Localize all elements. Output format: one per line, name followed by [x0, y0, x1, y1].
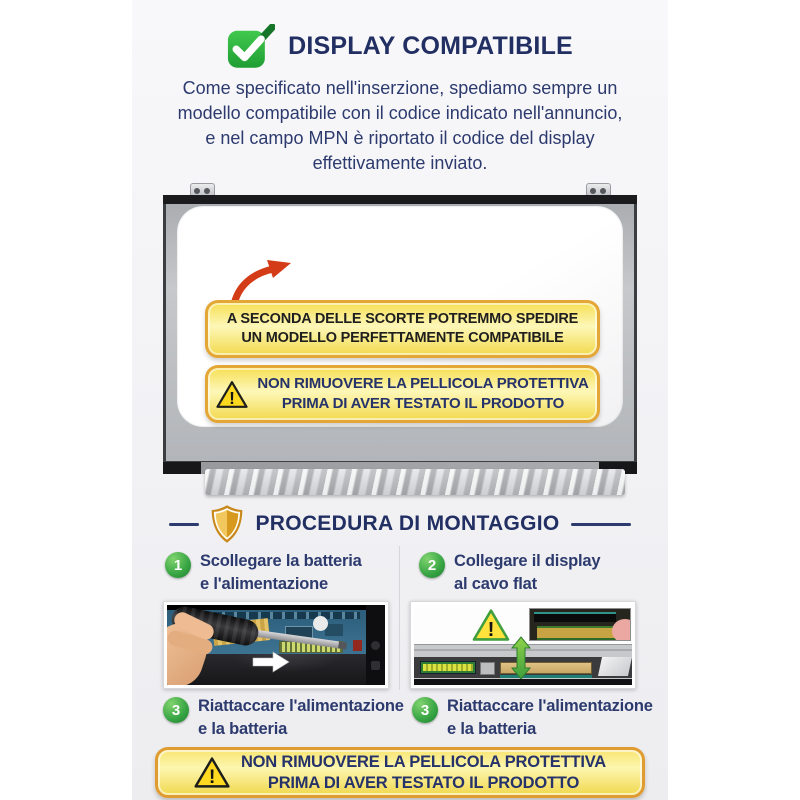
step-1-badge: 1 [165, 552, 191, 578]
step-3-left [163, 695, 404, 741]
panel-top-edge [163, 195, 637, 204]
column-divider [399, 546, 400, 690]
finger [612, 619, 631, 641]
step-1-label: Scollegare la batteria e l'alimentazione [200, 552, 362, 593]
svg-text:!: ! [208, 766, 216, 789]
step-1 [165, 550, 362, 596]
procedure-header [132, 504, 668, 544]
step-3-right-label: Riattaccare l'alimentazione e la batteria [447, 697, 653, 738]
warning-triangle-icon [194, 756, 230, 789]
intro-line: modello compatibile con il codice indicato nell'annuncio, [177, 103, 623, 123]
photo-display-connector [410, 601, 636, 689]
intro-paragraph [132, 76, 668, 176]
film-warning-box [205, 365, 600, 423]
stock-warning-text: A SECONDA DELLE SCORTE POTREMMO SPEDIRE UN MODELLO PERFETTAMENTE COMPATIBILE [226, 311, 579, 346]
footer-warning-box [155, 747, 645, 798]
display-panel-illustration [163, 183, 637, 497]
stock-warning-box [205, 300, 600, 358]
footer-warning-text: NON RIMUOVERE LA PELLICOLA PROTETTIVA PRIMA DI AVER TESTATO IL PRODOTTO [240, 752, 607, 792]
divider-line-right [571, 523, 631, 526]
header [132, 24, 668, 68]
step-3-right [412, 695, 653, 741]
photo-battery-disconnect [163, 601, 389, 689]
film-warning-text: NON RIMUOVERE LA PELLICOLA PROTETTIVA PRIMA DI AVER TESTATO IL PRODOTTO [257, 375, 589, 412]
svg-text:!: ! [487, 619, 495, 642]
green-double-arrow-icon [510, 636, 532, 680]
step-3-left-label: Riattaccare l'alimentazione e la batteria [198, 697, 404, 738]
step-2-badge: 2 [419, 552, 445, 578]
intro-line: e nel campo MPN è riportato il codice del display [205, 128, 595, 148]
step-3-right-badge: 3 [412, 697, 438, 723]
panel-edge [414, 644, 632, 685]
shield-icon [210, 504, 244, 544]
svg-text:!: ! [229, 387, 236, 408]
green-connector [420, 661, 476, 674]
section-title: PROCEDURA DI MONTAGGIO [255, 512, 560, 535]
inset-connector-photo [529, 608, 631, 641]
divider-line-left [169, 523, 199, 526]
intro-line: Come specificato nell'inserzione, spediamo sempre un [182, 78, 618, 98]
warning-triangle-icon [216, 380, 248, 409]
warning-triangle-green-icon [472, 608, 510, 642]
step-2-label: Collegare il display al cavo flat [454, 552, 601, 593]
product-infographic [132, 0, 668, 800]
step-3-left-badge: 3 [163, 697, 189, 723]
step-2 [419, 550, 600, 596]
intro-line: effettivamente inviato. [312, 153, 488, 173]
foil-cable-strip [205, 469, 625, 495]
page-title: DISPLAY COMPATIBILE [288, 31, 573, 60]
white-arrow-icon [251, 651, 291, 673]
check-badge-icon [227, 24, 275, 68]
